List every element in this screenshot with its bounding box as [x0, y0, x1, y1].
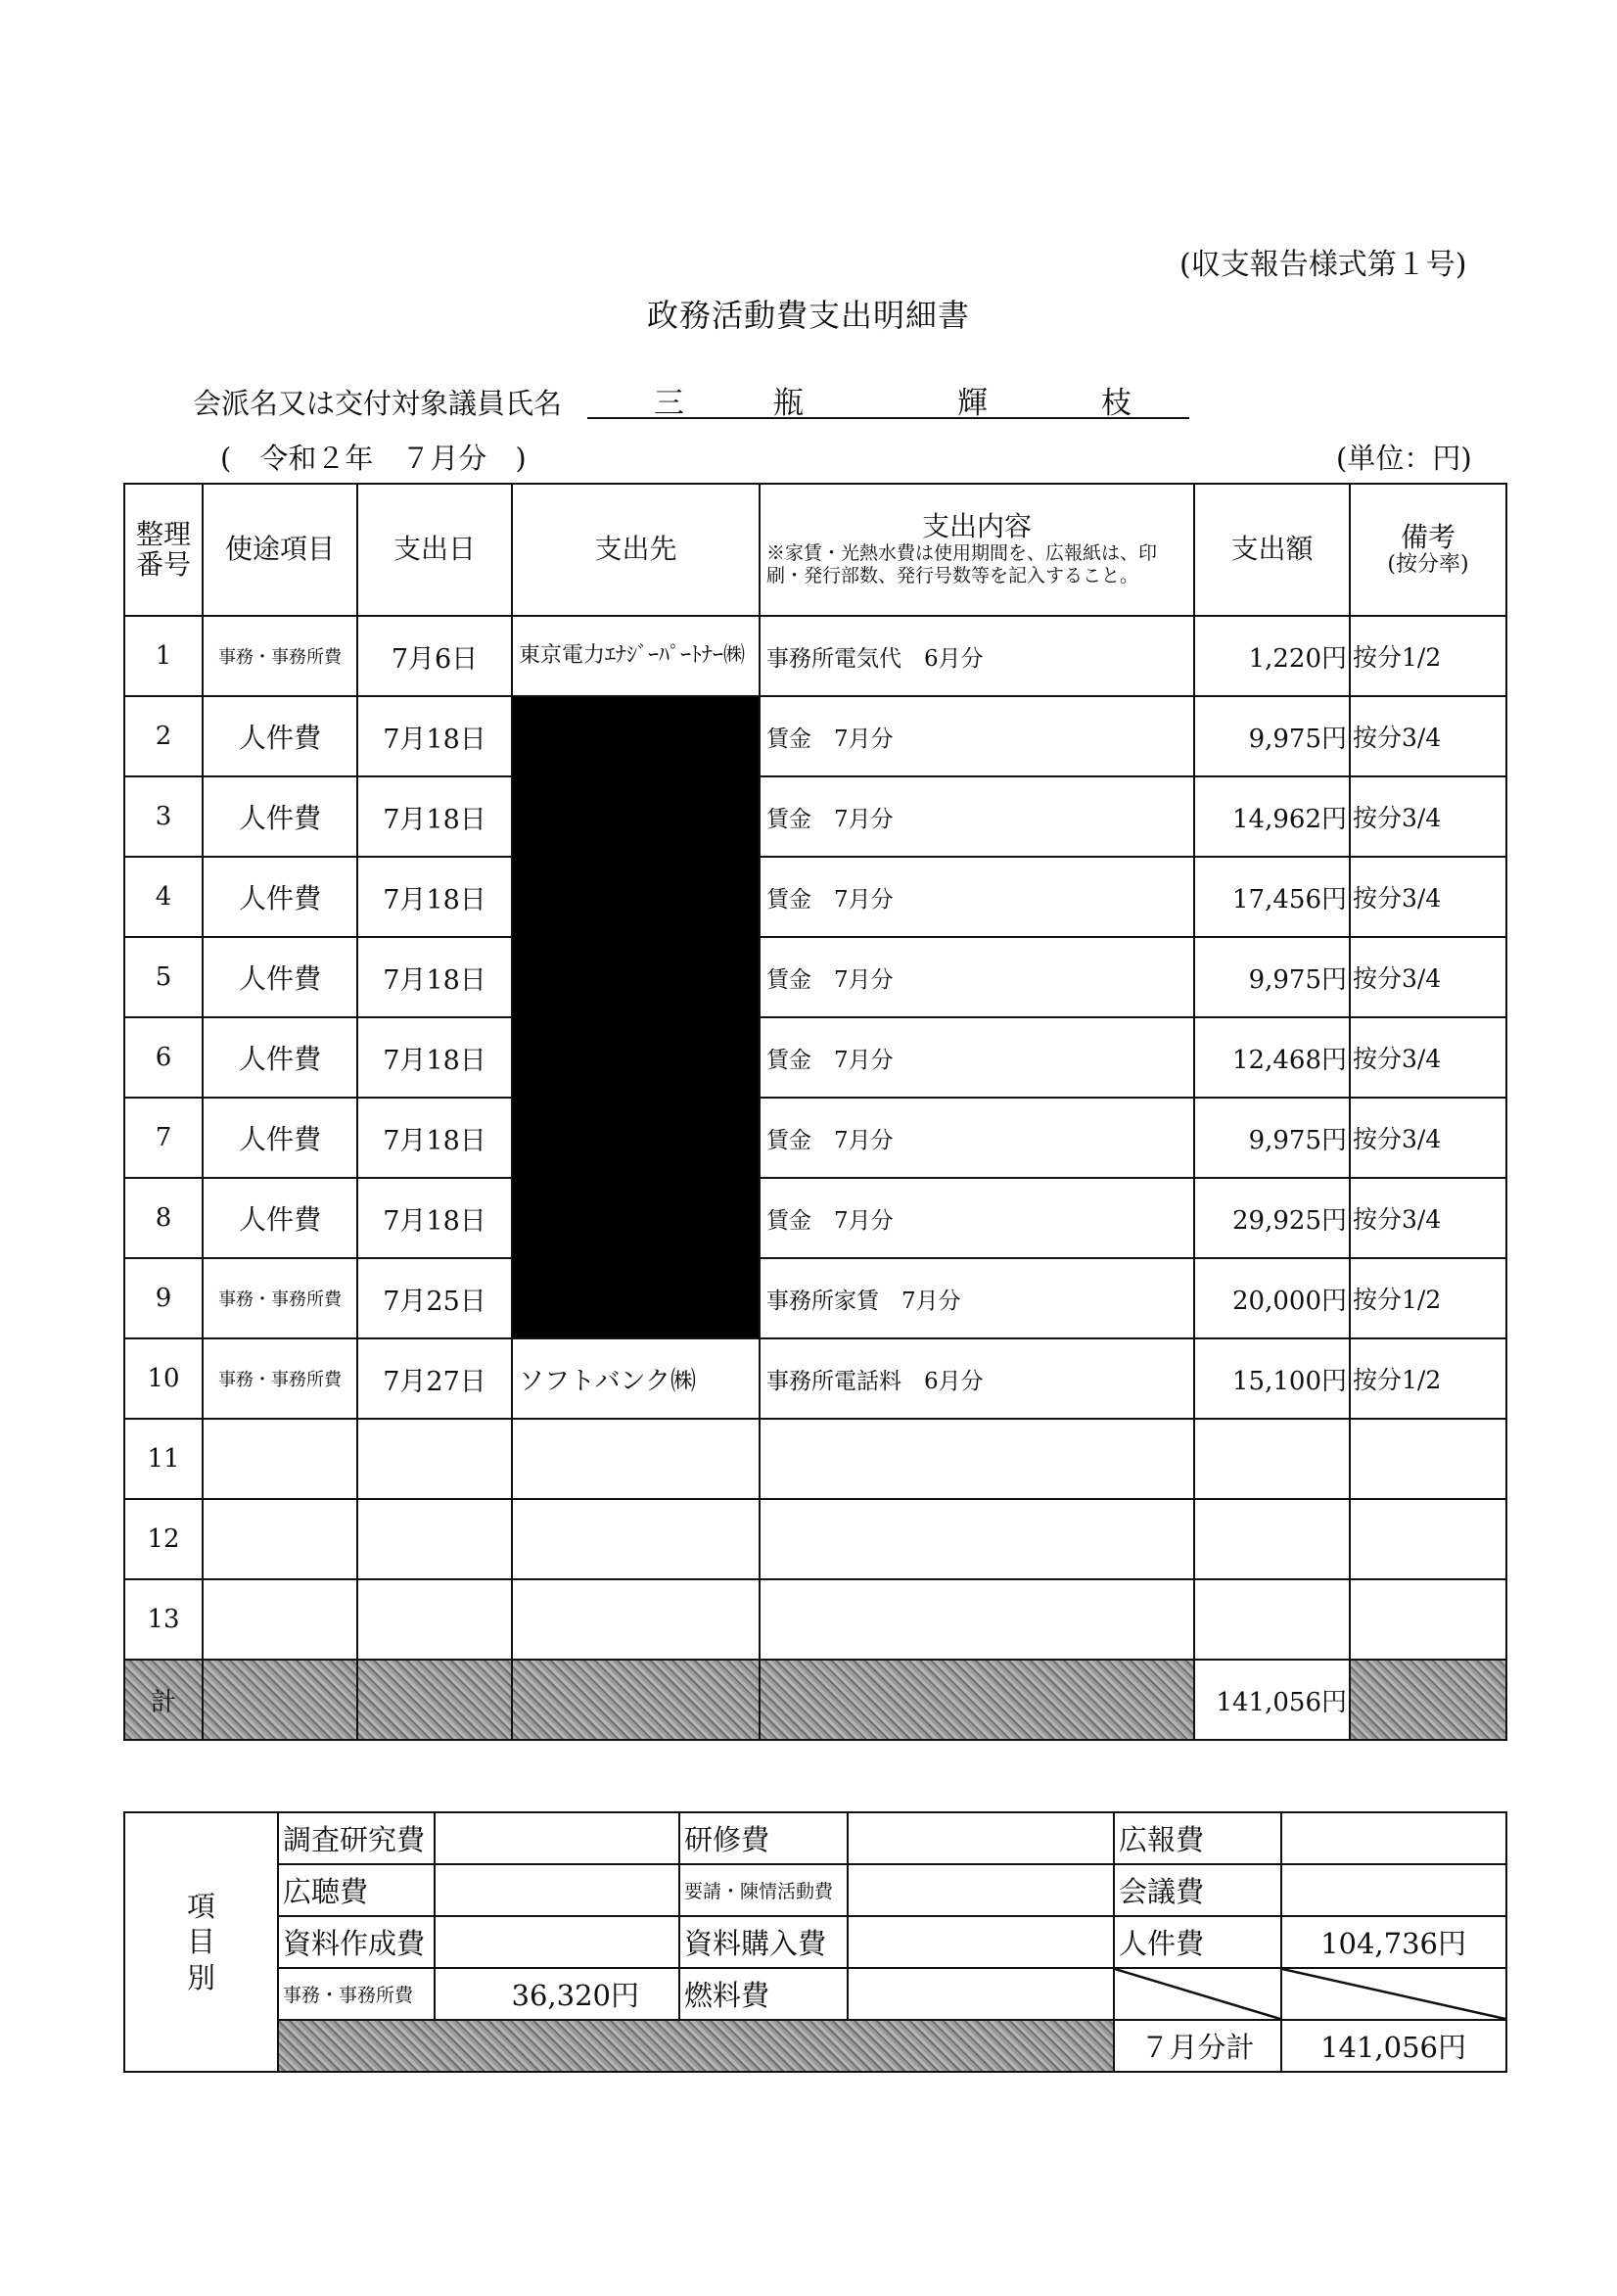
header-note: [1350, 484, 1506, 616]
member-label: 会派名又は交付対象議員氏名: [193, 387, 563, 420]
category-label-char: 別: [186, 1960, 215, 1994]
category-amount: [435, 1916, 679, 1968]
row-amount: 12,468円: [1194, 1017, 1350, 1098]
row-number: 7: [124, 1098, 203, 1178]
total-row: [124, 1660, 1506, 1740]
row-amount: 15,100円: [1194, 1338, 1350, 1419]
category-amount: [848, 1864, 1114, 1916]
row-amount: 20,000円: [1194, 1258, 1350, 1338]
header-no: 整理番号: [124, 484, 203, 616]
row-date: 7月27日: [357, 1338, 512, 1419]
row-purpose: 人件費: [203, 937, 357, 1017]
shaded-cell: [512, 1660, 760, 1740]
row-content: 事務所電気代 6月分: [760, 616, 1194, 696]
row-content: 賃金 7月分: [760, 1017, 1194, 1098]
row-date: 7月18日: [357, 1098, 512, 1178]
row-payee: [512, 1499, 760, 1579]
row-content: [760, 1419, 1194, 1499]
category-name: 資料購入費: [679, 1916, 848, 1968]
row-note: [1350, 1579, 1506, 1660]
row-purpose: 事務・事務所費: [203, 1258, 357, 1338]
reporting-period: ( 令和２年 ７月分 ): [220, 442, 527, 475]
row-number: 2: [124, 696, 203, 776]
row-payee: [512, 1419, 760, 1499]
row-note: [1350, 1499, 1506, 1579]
table-row: [124, 776, 1506, 857]
table-row: [124, 1178, 1506, 1258]
row-purpose: 人件費: [203, 776, 357, 857]
month-total-label: ７月分計: [1114, 2020, 1281, 2072]
row-date: 7月18日: [357, 776, 512, 857]
row-number: 8: [124, 1178, 203, 1258]
table-row: [124, 696, 1506, 776]
shaded-cell: [203, 1660, 357, 1740]
table-row: [124, 1579, 1506, 1660]
month-total-value: 141,056円: [1281, 2020, 1506, 2072]
table-row: [124, 937, 1506, 1017]
row-amount: 9,975円: [1194, 1098, 1350, 1178]
row-date: [357, 1579, 512, 1660]
category-name: 燃料費: [679, 1968, 848, 2020]
row-number: 4: [124, 857, 203, 937]
row-number: 11: [124, 1419, 203, 1499]
header-date: 支出日: [357, 484, 512, 616]
document-title: 政務活動費支出明細書: [646, 297, 970, 334]
row-date: 7月6日: [357, 616, 512, 696]
expense-detail-table: [123, 483, 1507, 1741]
shaded-cell: [357, 1660, 512, 1740]
row-date: 7月18日: [357, 857, 512, 937]
row-note: 按分3/4: [1350, 1017, 1506, 1098]
row-content: 賃金 7月分: [760, 776, 1194, 857]
table-row: [124, 1338, 1506, 1419]
redacted-block: [512, 696, 760, 1338]
table-row: [124, 857, 1506, 937]
header-note-sub: (按分率): [1387, 551, 1469, 577]
shaded-cell: [278, 2020, 1114, 2072]
category-name: 人件費: [1114, 1916, 1281, 1968]
row-purpose: 事務・事務所費: [203, 1338, 357, 1419]
member-name-char: 枝: [1101, 386, 1132, 421]
member-name-char: 瓶: [773, 386, 804, 421]
category-name: 要請・陳情活動費: [679, 1864, 848, 1916]
category-name: 事務・事務所費: [278, 1968, 435, 2020]
row-number: 5: [124, 937, 203, 1017]
row-number: 6: [124, 1017, 203, 1098]
row-content: 賃金 7月分: [760, 937, 1194, 1017]
category-amount: [848, 1916, 1114, 1968]
header-note-title: 備考: [1400, 521, 1455, 553]
row-amount: 29,925円: [1194, 1178, 1350, 1258]
row-payee: ソフトバンク㈱: [512, 1338, 760, 1419]
row-number: 13: [124, 1579, 203, 1660]
row-purpose: 人件費: [203, 1098, 357, 1178]
row-date: 7月25日: [357, 1258, 512, 1338]
row-note: 按分1/2: [1350, 1258, 1506, 1338]
category-name: 会議費: [1114, 1864, 1281, 1916]
row-date: 7月18日: [357, 937, 512, 1017]
row-number: 1: [124, 616, 203, 696]
row-note: 按分3/4: [1350, 1178, 1506, 1258]
row-content: 賃金 7月分: [760, 696, 1194, 776]
category-name: 資料作成費: [278, 1916, 435, 1968]
row-content: 事務所電話料 6月分: [760, 1338, 1194, 1419]
row-purpose: [203, 1499, 357, 1579]
category-amount: 36,320円: [435, 1968, 679, 2020]
row-amount: 9,975円: [1194, 696, 1350, 776]
row-date: [357, 1499, 512, 1579]
row-purpose: [203, 1419, 357, 1499]
header-content-note: ※家賃・光熱水費は使用期間を、広報紙は、印刷・発行部数、発行号数等を記入すること。: [766, 542, 1158, 586]
row-note: [1350, 1419, 1506, 1499]
row-number: 9: [124, 1258, 203, 1338]
row-note: 按分3/4: [1350, 937, 1506, 1017]
row-content: [760, 1499, 1194, 1579]
row-purpose: 人件費: [203, 696, 357, 776]
row-amount: 9,975円: [1194, 937, 1350, 1017]
row-amount: [1194, 1419, 1350, 1499]
row-amount: 1,220円: [1194, 616, 1350, 696]
table-row: [124, 1098, 1506, 1178]
row-note: 按分1/2: [1350, 1338, 1506, 1419]
table-row: [124, 1419, 1506, 1499]
category-amount: [1281, 1864, 1506, 1916]
row-date: 7月18日: [357, 1017, 512, 1098]
member-name-char: 輝: [957, 386, 988, 421]
row-amount: [1194, 1499, 1350, 1579]
row-purpose: 人件費: [203, 1178, 357, 1258]
row-content: 賃金 7月分: [760, 1098, 1194, 1178]
table-row: [124, 1017, 1506, 1098]
category-name: 調査研究費: [278, 1812, 435, 1864]
row-note: 按分3/4: [1350, 857, 1506, 937]
row-date: [357, 1419, 512, 1499]
table-row: [124, 616, 1506, 696]
member-name: [587, 378, 1189, 419]
row-amount: 14,962円: [1194, 776, 1350, 857]
row-number: 10: [124, 1338, 203, 1419]
row-payee: 東京電力ｴﾅｼﾞｰﾊﾟｰﾄﾅｰ㈱: [512, 616, 760, 696]
row-note: 按分3/4: [1350, 696, 1506, 776]
header-purpose: 使途項目: [203, 484, 357, 616]
row-content: 賃金 7月分: [760, 1178, 1194, 1258]
header-payee: 支出先: [512, 484, 760, 616]
row-number: 12: [124, 1499, 203, 1579]
table-row: [124, 1499, 1506, 1579]
row-purpose: 人件費: [203, 1017, 357, 1098]
category-amount: [435, 1864, 679, 1916]
row-note: 按分3/4: [1350, 776, 1506, 857]
row-note: 按分3/4: [1350, 1098, 1506, 1178]
category-label-char: 目: [186, 1925, 215, 1959]
total-amount: 141,056円: [1194, 1660, 1350, 1740]
category-amount: [848, 1968, 1114, 2020]
row-amount: [1194, 1579, 1350, 1660]
category-summary-table: [123, 1811, 1507, 2073]
category-amount: 104,736円: [1281, 1916, 1506, 1968]
row-content: 賃金 7月分: [760, 857, 1194, 937]
form-number-label: (収支報告様式第１号): [1179, 248, 1467, 282]
category-name: 広聴費: [278, 1864, 435, 1916]
row-date: 7月18日: [357, 696, 512, 776]
category-amount: [1281, 1812, 1506, 1864]
row-purpose: [203, 1579, 357, 1660]
row-purpose: 事務・事務所費: [203, 616, 357, 696]
table-header-row: [124, 484, 1506, 616]
row-amount: 17,456円: [1194, 857, 1350, 937]
row-number: 3: [124, 776, 203, 857]
category-amount: [848, 1812, 1114, 1864]
row-content: [760, 1579, 1194, 1660]
unit-label: (単位：円): [1336, 442, 1472, 475]
crossed-out-cell: [1114, 1968, 1281, 2020]
table-row: [124, 1258, 1506, 1338]
category-label-char: 項: [186, 1890, 215, 1924]
row-date: 7月18日: [357, 1178, 512, 1258]
category-name: 広報費: [1114, 1812, 1281, 1864]
crossed-out-cell: [1281, 1968, 1506, 2020]
category-amount: [435, 1812, 679, 1864]
row-note: 按分1/2: [1350, 616, 1506, 696]
row-content: 事務所家賃 7月分: [760, 1258, 1194, 1338]
category-name: 研修費: [679, 1812, 848, 1864]
shaded-cell: [760, 1660, 1194, 1740]
member-name-char: 三: [654, 386, 684, 421]
shaded-cell: [1350, 1660, 1506, 1740]
header-content-title: 支出内容: [921, 510, 1032, 543]
row-purpose: 人件費: [203, 857, 357, 937]
total-label: 計: [124, 1660, 203, 1740]
category-label: [124, 1812, 278, 2072]
row-payee: [512, 1579, 760, 1660]
header-amount: 支出額: [1194, 484, 1350, 616]
header-content: [760, 484, 1194, 616]
